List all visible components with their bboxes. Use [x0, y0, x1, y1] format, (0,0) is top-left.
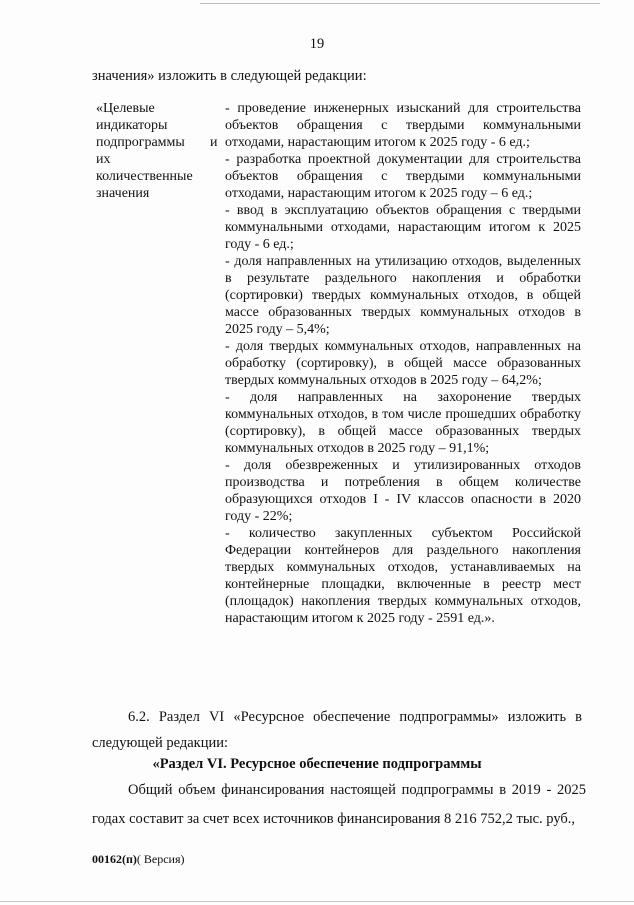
indicators-label-line: индикаторы: [96, 118, 168, 133]
scan-edge-top: [200, 3, 600, 4]
indicators-label-line: количественные: [96, 169, 193, 184]
indicators-label-line: значения: [96, 186, 150, 201]
indicator-item: - количество закупленных субъектом Российской Федерации контейнеров для раздельного накопления твердых коммунальных отходов, устанавливаемых на контейнерные площадки, включенные в реестр мест (площадок) накопления твердых коммунальных отходов, нарастающим итогом к 2025 году - 2591 ед.».: [225, 526, 581, 626]
section-title: «Раздел VI. Ресурсное обеспечение подпрограммы: [152, 756, 482, 772]
indicator-item: - проведение инженерных изысканий для строительства объектов обращения с твердыми коммунальными отходами, нарастающим итогом к 2025 году - 6 ед.;: [225, 101, 581, 150]
indicator-item: - ввод в эксплуатацию объектов обращения с твердыми коммунальными отходами, нарастающим итогом к 2025 году - 6 ед.;: [225, 203, 581, 252]
indicators-label-line: «Целевые: [96, 101, 155, 116]
section-intro-paragraph: 6.2. Раздел VI «Ресурсное обеспечение подпрограммы» изложить в следующей редакции:: [92, 709, 582, 751]
indicator-item: - разработка проектной документации для строительства объектов обращения с твердыми коммунальными отходами, нарастающим итогом к 2025 году – 6 ед.;: [225, 152, 581, 201]
page-number: 19: [309, 36, 325, 52]
document-version: ( Версия): [136, 852, 185, 866]
document-code: 00162(п): [92, 852, 137, 866]
indicator-item: - доля твердых коммунальных отходов, направленных на обработку (сортировку), в общей массе образованных твердых коммунальных отходов в 2025 году – 64,2%;: [225, 339, 581, 388]
indicators-list: [225, 100, 581, 627]
indicator-item: - доля обезвреженных и утилизированных отходов производства и потребления в общем количестве образующихся отходов I - IV классов опасности в 2020 году - 22%;: [225, 458, 581, 524]
indicators-label-line: подпрограммы: [96, 135, 185, 150]
indicators-label-line: их: [96, 152, 111, 167]
scan-edge-bottom: [0, 901, 634, 902]
indicators-label: [96, 100, 216, 202]
intro-text: значения» изложить в следующей редакции:: [92, 68, 367, 84]
document-footer: [92, 852, 185, 867]
funding-paragraph: Общий объем финансирования настоящей подпрограммы в 2019 - 2025 годах составит за счет всех источников финансирования 8 216 752,2 тыс. руб.,: [92, 782, 586, 827]
indicator-item: - доля направленных на захоронение твердых коммунальных отходов, в том числе прошедших обработку (сортировку), в общей массе образованных твердых коммунальных отходов в 2025 году – 91,1%;: [225, 390, 581, 456]
label-conjunction: и: [210, 135, 218, 150]
indicator-item: - доля направленных на утилизацию отходов, выделенных в результате раздельного накопления и обработки (сортировки) твердых коммунальных отходов, в общей массе образованных твердых коммунальных отходов в 2025 году – 5,4%;: [225, 254, 581, 337]
